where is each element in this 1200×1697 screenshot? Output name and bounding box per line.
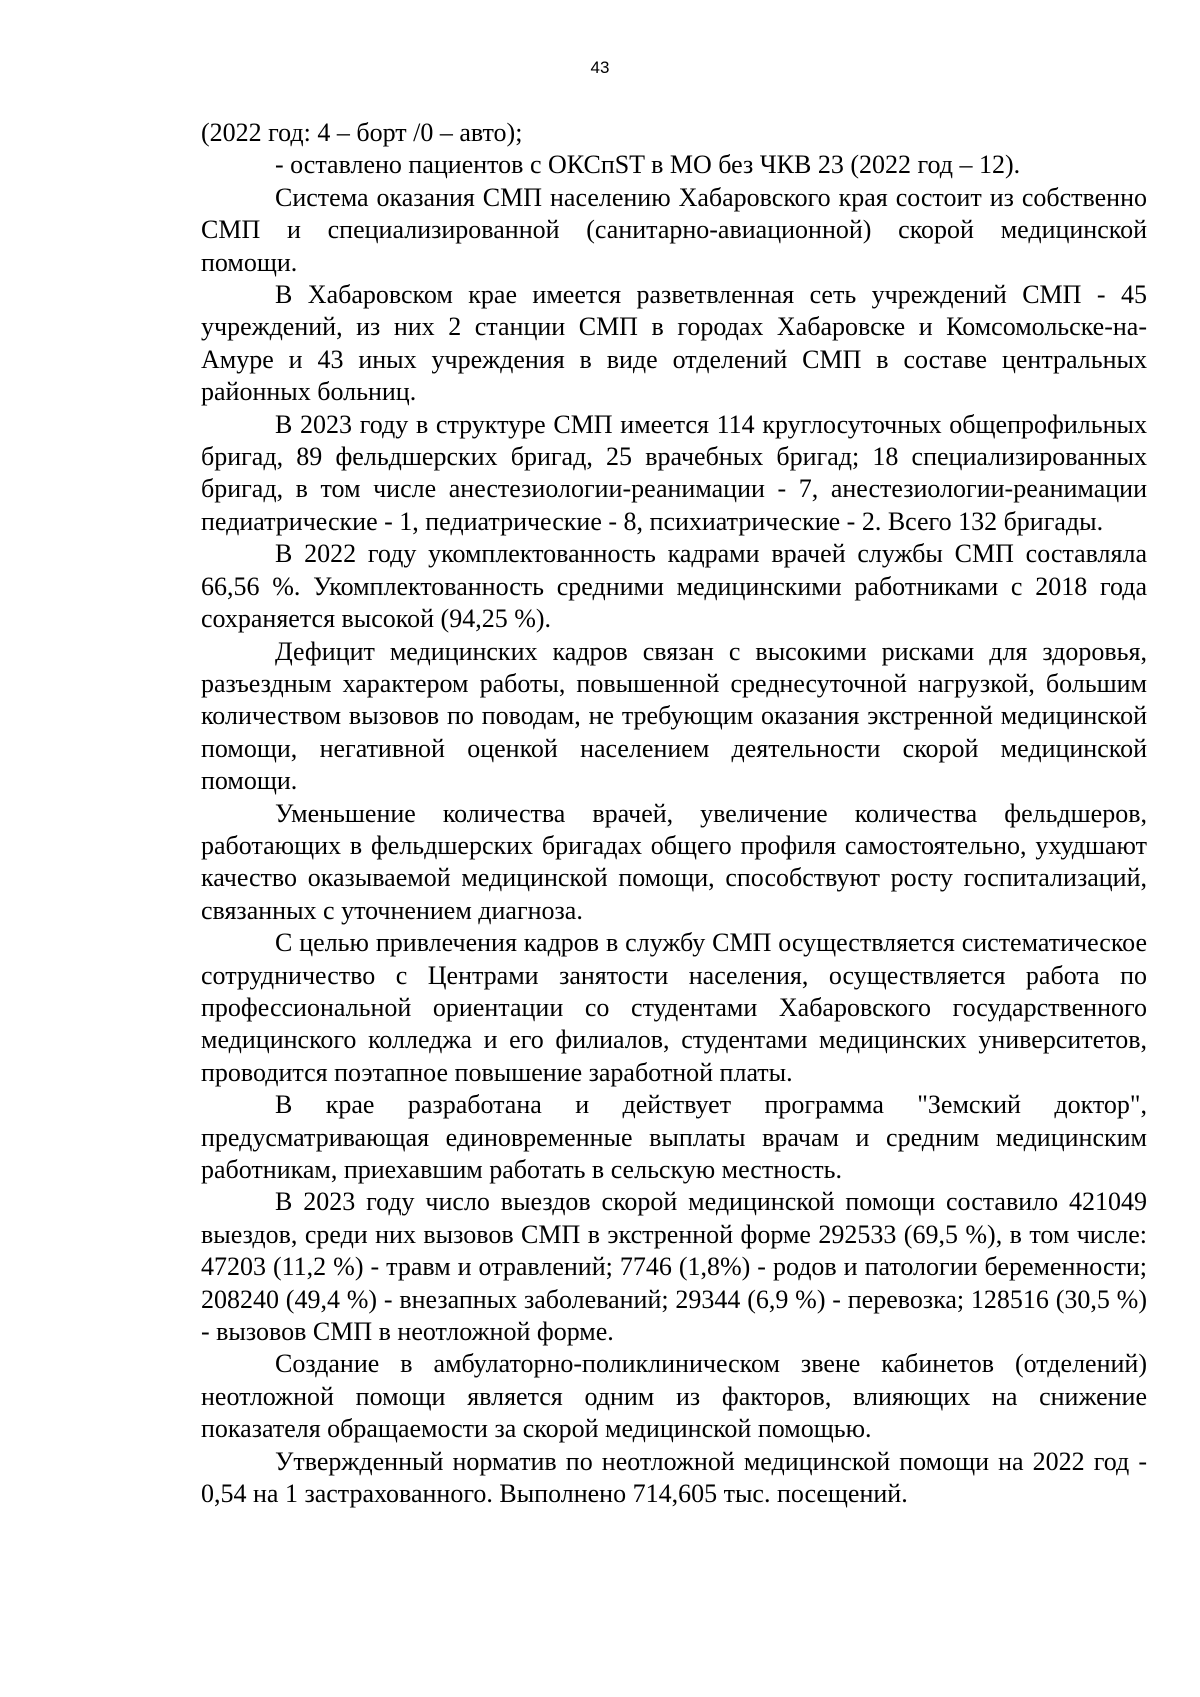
paragraph-doctor-reduction: Уменьшение количества врачей, увеличение количества фельдшеров, работающих в фельдшерских бригадах общего профиля самостоятельно, ухудшают качество оказываемой медицинской помощи, способствуют росту госпитализаций, связанных с уточнением диагноза. [201,798,1147,925]
paragraph-patients-left: - оставлено пациентов с ОКСпST в МО без ЧКВ 23 (2022 год – 12). [275,150,1021,180]
paragraph-brigades: В 2023 году в структуре СМП имеется 114 круглосуточных общепрофильных бригад, 89 фельдшерских бригад, 25 врачебных бригад; 18 специализированных бригад, в том числе анестезиологии-реанимации - 7, анестезиологии-реанимации педиатрические - 1, педиатрические - 8, психиатрические - 2. Всего 132 бригады. [201,409,1147,536]
paragraph-institutions: В Хабаровском крае имеется разветвленная сеть учреждений СМП - 45 учреждений, из них 2 станции СМП в городах Хабаровске и Комсомольске-на-Амуре и 43 иных учреждения в виде отделений СМП в составе центральных районных больниц. [201,280,1147,407]
paragraph-staffing: В 2022 году укомплектованность кадрами врачей службы СМП составляла 66,56 %. Укомплектованность средними медицинскими работниками с 2018 года сохраняется высокой (94,25 %). [201,539,1147,634]
paragraph-system-smp: Система оказания СМП населению Хабаровского края состоит из собственно СМП и специализированной (санитарно-авиационной) скорой медицинской помощи. [201,182,1147,277]
paragraph-zemsky-doctor: В крае разработана и действует программа "Земский доктор", предусматривающая единовременные выплаты врачам и средним медицинским работникам, приехавшим работать в сельскую местность. [201,1090,1147,1184]
paragraph-recruitment: С целью привлечения кадров в службу СМП осуществляется систематическое сотрудничество с Центрами занятости населения, осуществляется работа по профессиональной ориентации со студентами Хабаровского государственного медицинского колледжа и его филиалов, студентами медицинских университетов, проводится поэтапное повышение заработной платы. [201,928,1147,1087]
paragraph-continuation: (2022 год: 4 – борт /0 – авто); [201,118,523,147]
paragraph-urgent-care-norm: Утвержденный норматив по неотложной медицинской помощи на 2022 год - 0,54 на 1 застрахованного. Выполнено 714,605 тыс. посещений. [201,1446,1147,1509]
document-body [201,117,1147,1510]
page-number: 43 [590,58,610,77]
paragraph-urgent-care-units: Создание в амбулаторно-поликлиническом звене кабинетов (отделений) неотложной помощи является одним из факторов, влияющих на снижение показателя обращаемости за скорой медицинской помощью. [201,1349,1147,1444]
paragraph-call-statistics: В 2023 году число выездов скорой медицинской помощи составило 421049 выездов, среди них вызовов СМП в экстренной форме 292533 (69,5 %), в том числе: 47203 (11,2 %) - травм и отравлений; 7746 (1,8%) - родов и патологии беременности; 208240 (49,4 %) - внезапных заболеваний; 29344 (6,9 %) - перевозка; 128516 (30,5 %) - вызовов СМП в неотложной форме. [201,1187,1147,1347]
paragraph-staff-deficit: Дефицит медицинских кадров связан с высокими рисками для здоровья, разъездным характером работы, повышенной среднесуточной нагрузкой, большим количеством вызовов по поводам, не требующим оказания экстренной медицинской помощи, негативной оценкой населением деятельности скорой медицинской помощи. [201,636,1147,796]
